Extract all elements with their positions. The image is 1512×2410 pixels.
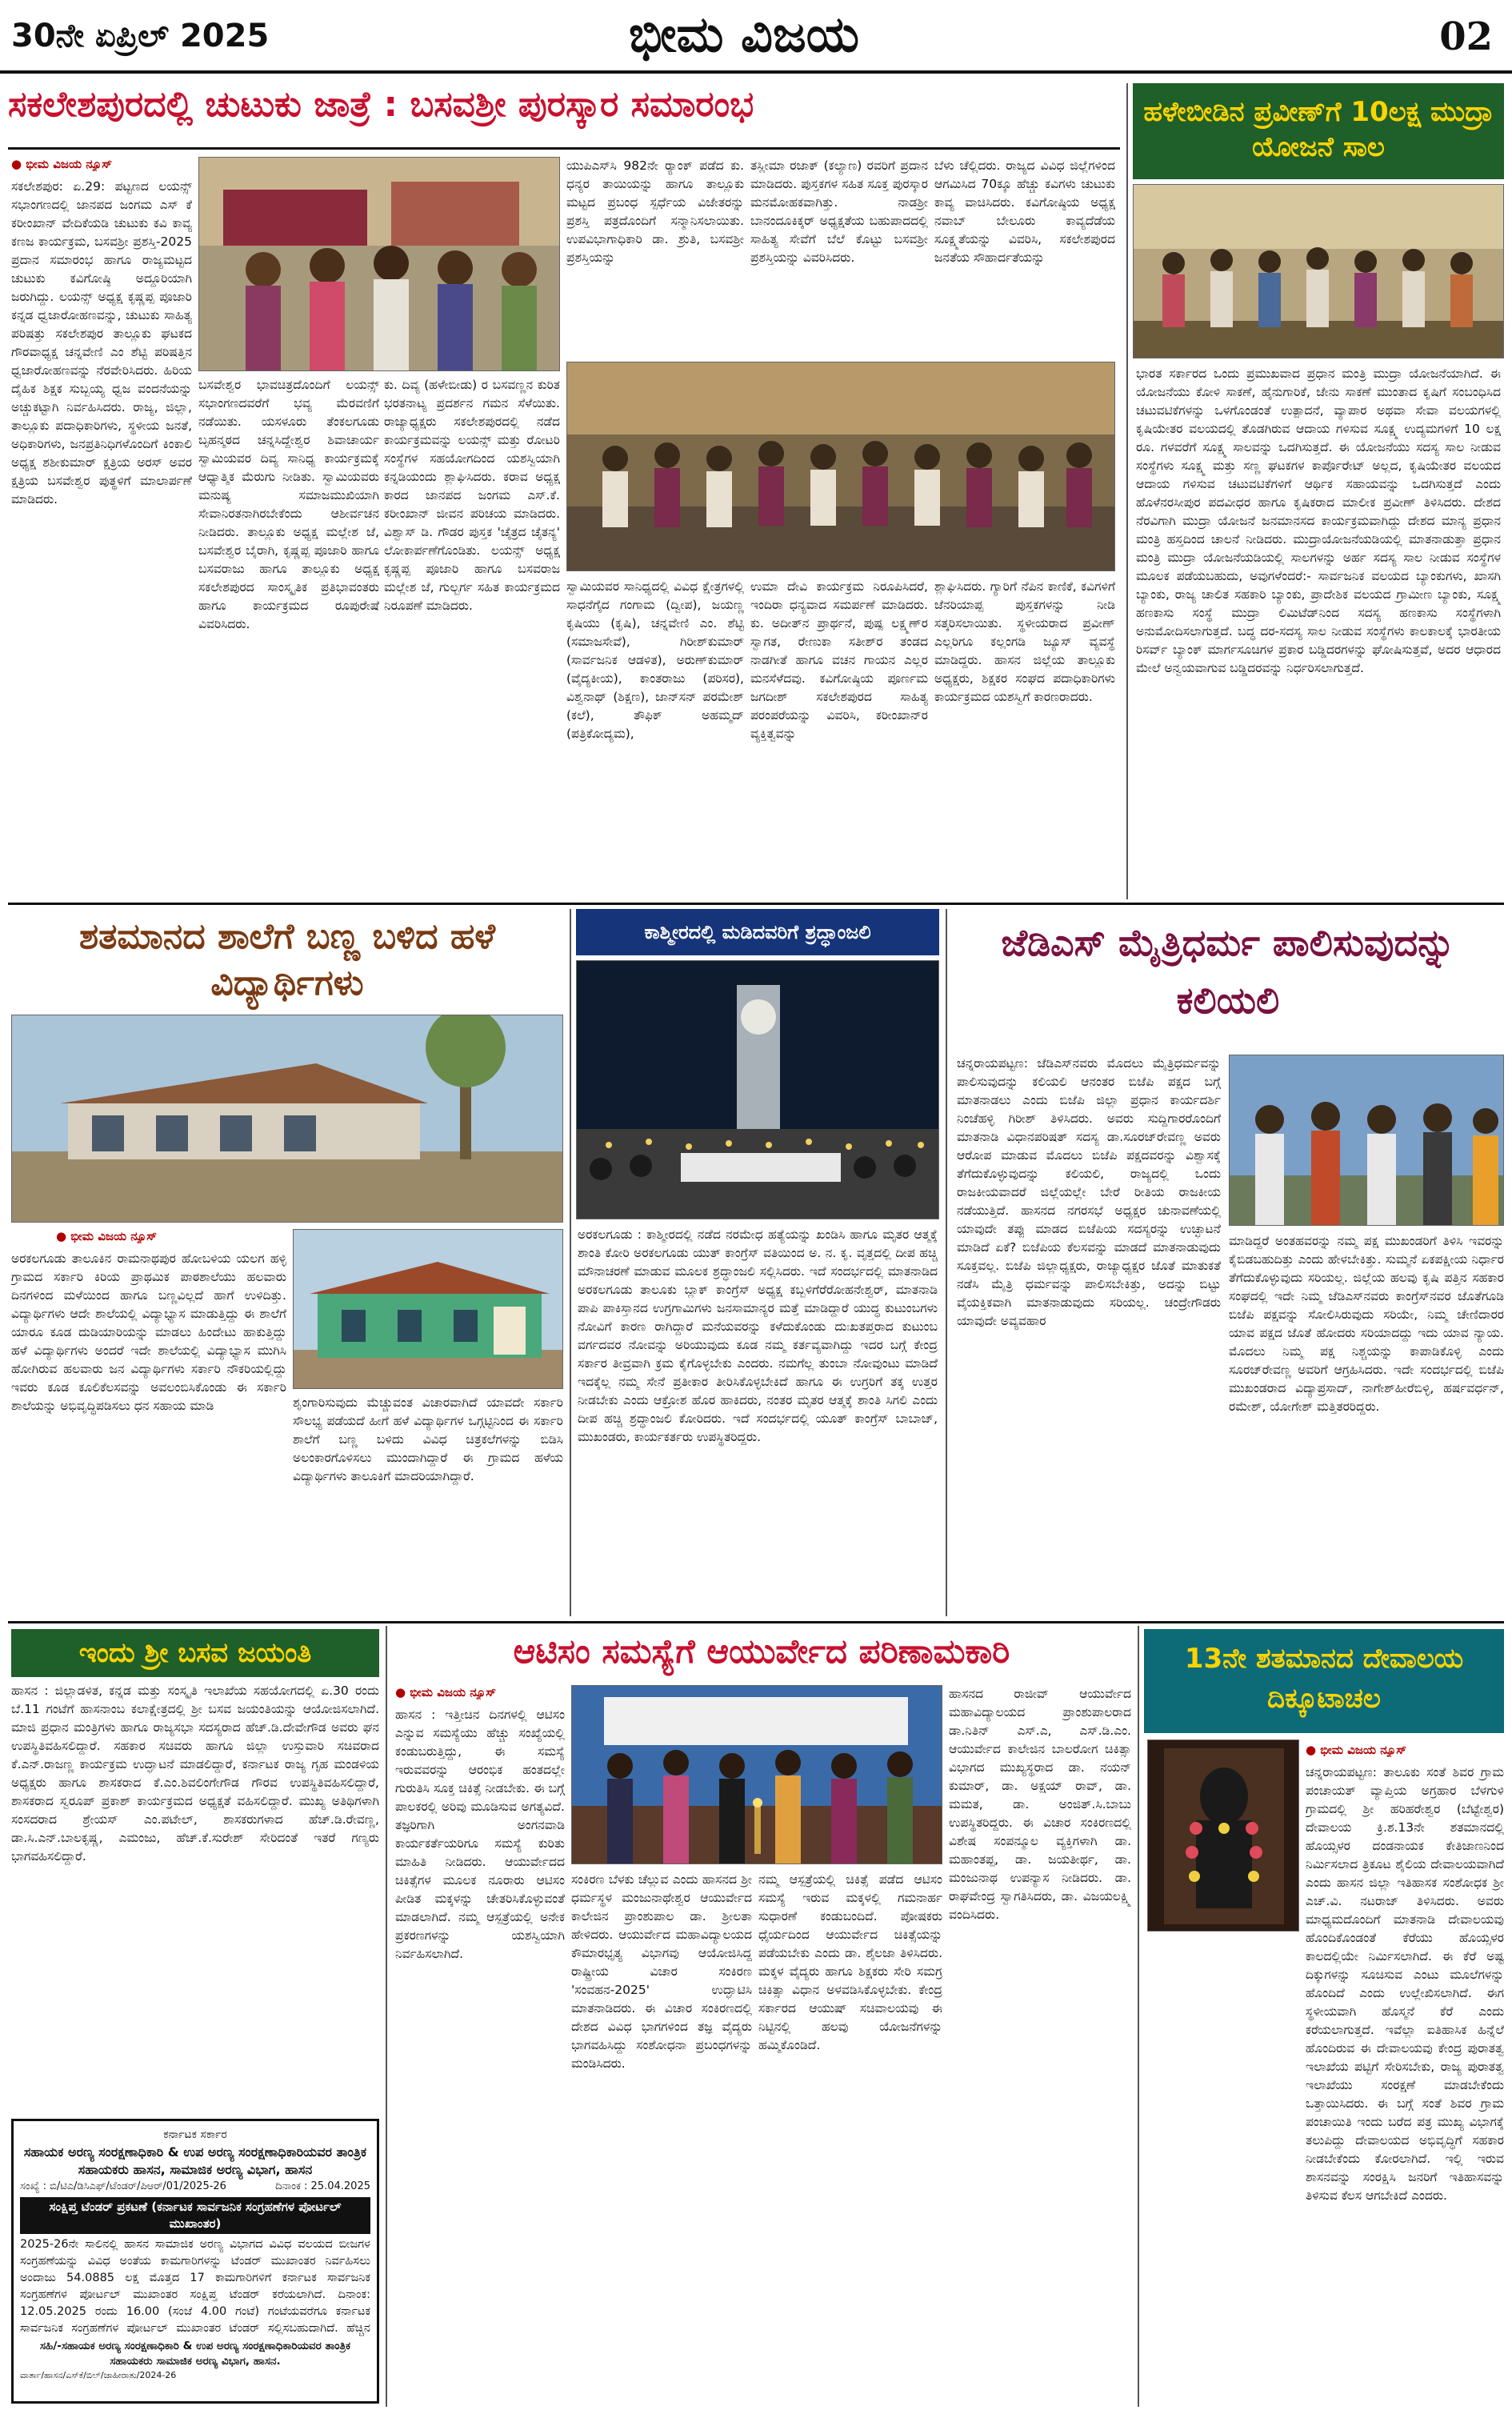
story4-headline-text: ಕಾಶ್ಮೀರದಲ್ಲಿ ಮಡಿದವರಿಗೆ ಶ್ರದ್ಧಾಂಜಲಿ: [644, 921, 871, 943]
story5-headline: ಜೆಡಿಎಸ್ ಮೈತ್ರಿಧರ್ಮ ಪಾಲಿಸುವುದನ್ನು ಕಲಿಯಲಿ: [1001, 921, 1455, 1022]
notice-office: ಸಹಾಯಕ ಅರಣ್ಯ ಸಂರಕ್ಷಣಾಧಿಕಾರಿ & ಉಪ ಅರಣ್ಯ ಸಂರಕ್ಷಣಾಧಿಕಾರಿಯವರ ತಾಂತ್ರಿಕ ಸಹಾಯಕರು ಹಾಸನ, ಸಾಮಾಜಿಕ ಅರಣ್ಯ ವಿಭಾಗ, ಹಾಸನ: [23, 2144, 367, 2177]
story7-byline: ● ಭೀಮ ವಿಜಯ ನ್ಯೂಸ್: [395, 1685, 497, 1699]
story1-photo-award-felicitation: [198, 157, 560, 371]
story2-body: ಭಾರತ ಸರ್ಕಾರದ ಒಂದು ಪ್ರಮುಖವಾದ ಪ್ರಧಾನ ಮಂತ್ರಿ ಮುದ್ರಾ ಯೋಜನೆಯಾಗಿದೆ. ಈ ಯೋಜನೆಯು ಕೋಳಿ ಸಾಕಣೆ, ಹೈನುಗಾರಿಕೆ, ಜೇನು ಸಾಕಣೆ ಮುಂತಾದ ಕೃಷಿಗೆ ಸಂಬಂಧಿಸಿದ ಚಟುವಟಿಕೆಗಳನ್ನು ಒಳಗೊಂಡಂತೆ ಉತ್ಪಾದನೆ, ವ್ಯಾಪಾರ ಅಥವಾ ಸೇವಾ ವಲಯಗಳಲ್ಲಿ ಕೃಷಿಯೇತರ ವಲಯದಲ್ಲಿ ತೊಡಗಿರುವ ಆದಾಯ ಗಳಿಸುವ ಸೂಕ್ಷ್ಮ ಉದ್ಯಮಗಳಿಗೆ 10 ಲಕ್ಷ ರೂ. ಗಳವರೆಗೆ ಸೂಕ್ಷ್ಮ ಸಾಲವನ್ನು ಒದಗಿಸುತ್ತದೆ. ಈ ಯೋಜನೆಯು ಸದಸ್ಯ ಸಾಲ ನೀಡುವ ಸಂಸ್ಥೆಗಳು ಸೂಕ್ಷ್ಮ ಮತ್ತು ಸಣ್ಣ ಘಟಕಗಳ ಕಾರ್ಪೊರೇಟ್ ಅಲ್ಲದ, ಕೃಷಿಯೇತರ ವಲಯದ ಆದಾಯ ಗಳಿಸುವ ಚಟುವಟಿಕೆಗಳಿಗೆ ಆರ್ಥಿಕ ಸಹಾಯವನ್ನು ಒದಗಿಸುತ್ತದೆ ಎಂದು ಹೊಳೆನರಸೀಪುರ ಪದವೀಧರ ಹಾಗೂ ಕೃಷಿಕರಾದ ಮಾಲೀಕ ಪ್ರವೀಣ್ ತಿಳಿಸಿದರು. ದೇಶದ ನೆರವಿಗಾಗಿ ಮುದ್ರಾ ಯೋಜನೆ ಜನಮಾನಸದ ಕಾರ್ಯಕ್ರಮವಾಗಿದ್ದು ದೇಶದ ಮಾನ್ಯ ಪ್ರಧಾನ ಮಂತ್ರಿ ಹಸ್ತದಿಂದ ಚಾಲನೆ ನೀಡಿದರು. ಮುದ್ರಾಯೋಜನೆಯಡಿಯಲ್ಲಿ ಮಾತನಾಡುತ್ತಾ ಪ್ರಧಾನ ಮಂತ್ರಿ ಮುದ್ರಾ ಯೋಜನೆಯಡಿಯಲ್ಲಿ ಸಾಲಗಳನ್ನು ಅರ್ಹ ಸದಸ್ಯ ಸಾಲ ನೀಡುವ ಸಂಸ್ಥೆಗಳ ಮೂಲಕ ಪಡೆಯಬಹುದು, ಅವುಗಳೆಂದರೆ:- ಸಾರ್ವಜನಿಕ ವಲಯದ ಬ್ಯಾಂಕುಗಳು, ಖಾಸಗಿ ಬ್ಯಾಂಕು, ರಾಜ್ಯ ಚಾಲಿತ ಸಹಕಾರಿ ಬ್ಯಾಂಕು, ಪ್ರಾದೇಶಿಕ ವಲಯದ ಗ್ರಾಮೀಣ ಬ್ಯಾಂಕು, ಸೂಕ್ಷ್ಮ ಹಣಕಾಸು ಸಂಸ್ಥೆ ಮುದ್ರಾ ಲಿಮಿಟೆಡ್‌ನಿಂದ ಸದಸ್ಯ ಹಣಕಾಸು ಸಂಸ್ಥೆಗಳಾಗಿ ಅನುಮೋದಿಸಲಾಗುತ್ತದೆ. ಬದ್ಧ ದರ-ಸದಸ್ಯ ಸಾಲ ನೀಡುವ ಸಂಸ್ಥೆಗಳು ಕಾಲಕಾಲಕ್ಕೆ ಭಾರತೀಯ ರಿಸರ್ವ್ ಬ್ಯಾಂಕ್ ಮಾರ್ಗಸೂಚಿಗಳ ಪ್ರಕಾರ ಬಡ್ಡಿದರಗಳನ್ನು ಘೋಷಿಸುತ್ತವೆ, ಅದರ ಆಧಾರದ ಮೇಲೆ ಅನ್ವಯವಾಗುವ ಬಡ್ಡಿದರವನ್ನು ನಿರ್ಧರಿಸಲಾಗುತ್ತದೆ.: [1136, 366, 1501, 675]
story1-column: ಕು. ದಿವ್ಯ (ಹಳೇಬೀಡು) ರ ಬಸವಣ್ಣನ ಕುರಿತ ಭರತನಾಟ್ಯ ಪ್ರದರ್ಶನ ಗಮನ ಸೆಳೆಯಿತು. ರಾಜ್ಯಾಧ್ಯಕ್ಷರು ಸಕಲೇಶಪುರದಲ್ಲಿ ನಡೆದ ಕಾರ್ಯಕ್ರಮವನ್ನು ಲಯನ್ಸ್ ಮತ್ತು ರೋಟರಿ ಸಂಸ್ಥೆಗಳ ಸಹಯೋಗದಿಂದ ಯಶಸ್ವಿಯಾಗಿ ಕನ್ನಡಿಯಂದು ಶ್ಲಾಘಿಸಿದರು. ಕರಾವ ಅಧ್ಯಕ್ಷ ಕಾರದ ಜಾನಪದ ಜಂಗಮ ಎಸ್.ಕೆ. ಕರೀಂಖಾನ್ ಜೀವನ ಪರಿಚಯ ಮಾಡಿದರು. ವಿಶ್ವಾಸ್ ಡಿ. ಗೌಡರ ಪುಸ್ತಕ 'ಚೈತ್ರದ ಚೈತನ್ಯ' ಲೋಕಾರ್ಪಣೆಗೊಂಡಿತು. ಲಯನ್ಸ್ ಅಧ್ಯಕ್ಷ ಕೃಷ್ಣಪ್ಪ ಪೂಜಾರಿ ಹಾಗೂ ಬಸವರಾಜ ಮಲ್ಲೇಶ ಜೆ, ಗುಲ್ಬರ್ಗ ಸಹಿತ ಕಾರ್ಯಕ್ರಮದ ನಿರೂಪಣೆ ಮಾಡಿದರು.: [384, 378, 560, 613]
story2-photo-group: [1133, 184, 1504, 358]
newspaper-logo: ಭೀಮ ವಿಜಯ: [628, 5, 860, 63]
issue-date: 30ನೇ ಏಪ್ರಿಲ್ 2025: [11, 18, 270, 54]
story7-photo-lamp-lighting: [571, 1685, 942, 1864]
story6-body: ಹಾಸನ : ಜಿಲ್ಲಾಡಳಿತ, ಕನ್ನಡ ಮತ್ತು ಸಂಸ್ಕೃತಿ ಇಲಾಖೆಯ ಸಹಯೋಗದಲ್ಲಿ ಏ.30 ರಂದು ಬೆ.11 ಗಂಟೆಗೆ ಹಾಸನಾಂಬ ಕಲಾಕ್ಷೇತ್ರದಲ್ಲಿ ಶ್ರೀ ಬಸವ ಜಯಂತಿಯನ್ನು ಆಯೋಜಿಸಲಾಗಿದೆ. ಮಾಜಿ ಪ್ರಧಾನ ಮಂತ್ರಿಗಳು ಹಾಗೂ ರಾಜ್ಯಸಭಾ ಸದಸ್ಯರಾದ ಹೆಚ್.ಡಿ.ದೇವೇಗೌಡ ಅವರು ಘನ ಉಪಸ್ಥಿತಿವಹಿಸಲಿದ್ದಾರೆ. ಸಹಕಾರ ಸಚಿವರು ಹಾಗೂ ಜಿಲ್ಲಾ ಉಸ್ತುವಾರಿ ಸಚಿವರಾದ ಕೆ.ಎನ್.ರಾಜಣ್ಣ ಕಾರ್ಯಕ್ರಮ ಉದ್ಘಾಟನೆ ಮಾಡಲಿದ್ದಾರೆ, ಕರ್ನಾಟಕ ರಾಜ್ಯ ಗೃಹ ಮಂಡಳಿಯ ಅಧ್ಯಕ್ಷರು ಹಾಗೂ ಶಾಸಕರಾದ ಕೆ.ಎಂ.ಶಿವಲಿಂಗೇಗೌಡ ಗೌರವ ಉಪಸ್ಥಿತಿವಹಿಸಲಿದ್ದಾರೆ, ಶಾಸಕರಾದ ಸ್ವರೂಪ್ ಪ್ರಕಾಶ್ ಕಾರ್ಯಕ್ರಮದ ಅಧ್ಯಕ್ಷತೆ ವಹಿಸಲಿದ್ದಾರೆ. ಮುಖ್ಯ ಅತಿಥಿಗಳಾಗಿ ಸಂಸದರಾದ ಶ್ರೇಯಸ್ ಎಂ.ಪಟೇಲ್, ಶಾಸಕರುಗಳಾದ ಹೆಚ್.ಡಿ.ರೇವಣ್ಣ, ಡಾ.ಸಿ.ಎನ್.ಬಾಲಕೃಷ್ಣ, ಎಮಂಜು, ಹೆಚ್.ಕೆ.ಸುರೇಶ್ ಸೇರಿದಂತೆ ಇತರೆ ಗಣ್ಯರು ಭಾಗವಹಿಸಲಿದ್ದಾರೆ.: [11, 1683, 379, 1864]
story3-photo-old-school: [11, 1015, 563, 1223]
story1-headline: ಸಕಲೇಶಪುರದಲ್ಲಿ ಚುಟುಕು ಜಾತ್ರೆ : ಬಸವಶ್ರೀ ಪುರಸ್ಕಾರ ಸಮಾರಂಭ: [8, 85, 754, 125]
story7-column-d: ಹಾಸನದ ರಾಜೀವ್ ಆಯುರ್ವೇದ ಮಹಾವಿದ್ಯಾಲಯದ ಪ್ರಾಂಶುಪಾಲರಾದ ಡಾ.ನಿತಿನ್ ಎಸ್.ಎ, ಎಸ್.ಡಿ.ಎಂ. ಆಯುರ್ವೇದ ಕಾಲೇಜಿನ ಬಾಲರೋಗ ಚಿಕಿತ್ಸಾ ವಿಭಾಗದ ಮುಖ್ಯಸ್ಥರಾದ ಡಾ. ನಯನ್ ಕುಮಾರ್, ಡಾ. ಅಕ್ಷಯ್ ರಾವ್, ಡಾ. ಮಮತ, ಡಾ. ಅಂಜಿತ್.ಸಿ.ಬಾಬು ಉಪಸ್ಥಿತರಿದ್ದರು. ಈ ವಿಚಾರ ಸಂಕಿರಣದಲ್ಲಿ ವಿಶೇಷ ಸಂಪನ್ಮೂಲ ವ್ಯಕ್ತಿಗಳಾಗಿ ಡಾ. ಮಹಾಂತಪ್ಪ, ಡಾ. ಜಯತೀರ್ಥ, ಡಾ. ಮಂಜುನಾಥ ಉಪನ್ಯಾಸ ನೀಡಿದರು. ಡಾ. ರಾಘವೇಂದ್ರ ಸ್ವಾಗತಿಸಿದರು, ಡಾ. ವಿಜಯಲಕ್ಷ್ಮಿ ವಂದಿಸಿದರು.: [949, 1687, 1131, 1922]
story3-headline: ಶತಮಾನದ ಶಾಲೆಗೆ ಬಣ್ಣ ಬಳಿದ ಹಳೆ ವಿದ್ಯಾರ್ಥಿಗಳು: [79, 916, 495, 1003]
story8-headline: [1144, 1629, 1504, 1733]
story7-headline: ಆಟಿಸಂ ಸಮಸ್ಯೆಗೆ ಆಯುರ್ವೇದ ಪರಿಣಾಮಕಾರಿ: [513, 1632, 1010, 1671]
story2-headline-text: ಹಳೇಬೀಡಿನ ಪ್ರವೀಣ್‌ಗೆ 10ಲಕ್ಷ ಮುದ್ರಾ ಯೋಜನೆ ಸಾಲ: [1143, 96, 1494, 163]
story3-photo-painted-school: [293, 1229, 563, 1389]
story7-column-c: ನಮ್ಮ ಆಸ್ಪತ್ರೆಯಲ್ಲಿ ಚಿಕಿತ್ಸೆ ಪಡೆದ ಆಟಿಸಂ ಸಮಸ್ಯೆ ಇರುವ ಮಕ್ಕಳಲ್ಲಿ ಗಮನಾರ್ಹ ಸುಧಾರಣೆ ಕಂಡುಬಂದಿದೆ. ಪೋಷಕರು ಧೈರ್ಯದಿಂದ ಆಯುರ್ವೇದ ಚಿಕಿತ್ಸೆಯನ್ನು ಪಡೆಯಬೇಕು ಎಂದು ಡಾ. ಶೈಲಜಾ ತಿಳಿಸಿದರು. ಮಕ್ಕಳ ವೈದ್ಯರು ಹಾಗೂ ಶಿಕ್ಷಕರು ಸೇರಿ ಸಮಗ್ರ ಚಿಕಿತ್ಸಾ ವಿಧಾನ ಅಳವಡಿಸಿಕೊಳ್ಳಬೇಕು. ಕೇಂದ್ರ ಸರ್ಕಾರದ ಆಯುಷ್ ಸಚಿವಾಲಯವು ಈ ನಿಟ್ಟಿನಲ್ಲಿ ಹಲವು ಯೋಜನೆಗಳನ್ನು ಹಮ್ಮಿಕೊಂಡಿದೆ.: [758, 1872, 942, 2052]
story5-body-left: ಚನ್ನರಾಯಪಟ್ಟಣ: ಜೆಡಿಎಸ್‌ನವರು ಮೊದಲು ಮೈತ್ರಿಧರ್ಮವನ್ನು ಪಾಲಿಸುವುದನ್ನು ಕಲಿಯಲಿ ಆನಂತರ ಬಿಜೆಪಿ ಪಕ್ಷದ ಬಗ್ಗೆ ಮಾತನಾಡಲು ಎಂದು ಬಿಜೆಪಿ ಜಿಲ್ಲಾ ಪ್ರಧಾನ ಕಾರ್ಯದರ್ಶಿ ನಿಂಚೆಹಳ್ಳಿ ಗಿರೀಶ್ ತಿಳಿಸಿದರು. ಅವರು ಸುದ್ದಿಗಾರರೊಂದಿಗೆ ಮಾತನಾಡಿ ವಿಧಾನಪರಿಷತ್ ಸದಸ್ಯ ಡಾ.ಸೂರಜ್‌ರೇವಣ್ಣ ಅವರು ಆರೋಪ ಮಾಡುವ ಮೊದಲು ಬಿಜೆಪಿ ಪಕ್ಷದವರನ್ನು ವಿಶ್ವಾಸಕ್ಕೆ ತೆಗೆದುಕೊಳ್ಳುವುದನ್ನು ಕಲಿಯಲಿ, ರಾಜ್ಯದಲ್ಲಿ ಒಂದು ರಾಜಕೀಯವಾದರೆ ಜಿಲ್ಲೆಯಲ್ಲೇ ಬೇರೆ ರೀತಿಯ ರಾಜಕೀಯ ನಡೆಯುತ್ತಿದೆ. ಹಾಸನದ ನಗರಸಭೆ ಅಧ್ಯಕ್ಷರ ಚುನಾವಣೆಯಲ್ಲಿ ಯಾವುದೇ ತಪ್ಪು ಮಾಡದ ಬಿಜೆಪಿಯ ಸದಸ್ಯರನ್ನು ಉಚ್ಛಾಟನೆ ಮಾಡಿದೆ ಏಕೆ? ಬಿಜೆಪಿಯ ಕೆಲಸವನ್ನು ಮಾಡದೆ ಮಾತನಾಡುವುದು ಸೂಕ್ತವಲ್ಲ. ಬಿಜೆಪಿ ಜಿಲ್ಲಾಧ್ಯಕ್ಷರು, ರಾಜ್ಯಾಧ್ಯಕ್ಷರ ಜೊತೆ ಮಾತುಕತೆ ನಡೆಸಿ ಮೈತ್ರಿ ಧರ್ಮವನ್ನು ಪಾಲಿಸಬೇಕಿತ್ತು, ಅದನ್ನು ಬಿಟ್ಟು ವೈಯಕ್ತಿಕವಾಗಿ ಮಾತನಾಡುವುದು ಸರಿಯಲ್ಲ. ಚಂದ್ರೇಗೌಡರು ಯಾವುದೇ ಅವ್ಯವಹಾರ: [957, 1056, 1221, 1328]
story3-body: ಅರಕಲಗೂಡು ತಾಲೂಕಿನ ರಾಮನಾಥಪುರ ಹೋಬಳಿಯ ಯಲಗ ಹಳ್ಳಿ ಗ್ರಾಮದ ಸರ್ಕಾರಿ ಕಿರಿಯ ಪ್ರಾಥಮಿಕ ಪಾಠಶಾಲೆಯು ಹಲವಾರು ದಿನಗಳಿಂದ ಮಳೆಯಿಂದ ಹಾಗೂ ಬಣ್ಣವಿಲ್ಲದೆ ಹಾಗೆ ಉಳಿದಿತ್ತು. ವಿದ್ಯಾರ್ಥಿಗಳು ಆದೇ ಶಾಲೆಯಲ್ಲಿ ವಿದ್ಯಾಭ್ಯಾಸ ಮಾಡುತ್ತಿದ್ದು ಈ ಶಾಲೆಗೆ ಯಾರೂ ಕೂಡ ದುಡಿಯಾರಿಯನ್ನು ಮಾಡಲು ಹಿಂದೇಟು ಹಾಕುತ್ತಿದ್ದು ಹಳೆ ವಿದ್ಯಾರ್ಥಿಗಳು ಅಂದರೆ ಇದೇ ಶಾಲೆಯಲ್ಲಿ ವಿದ್ಯಾಭ್ಯಾಸ ಮುಗಿಸಿ ಹೋಗಿರುವ ಹಲವಾರು ಜನ ವಿದ್ಯಾರ್ಥಿಗಳು ಸರ್ಕಾರಿ ನೌಕರಿಯಲ್ಲಿದ್ದು ಇವರು ಕೂಡ ಕೂಲಿಕೆಲಸವನ್ನು ಅವಲಂಬಿಸಿಕೊಂಡು ಈ ಸರ್ಕಾರಿ ಶಾಲೆಯನ್ನು ಅಭಿವೃದ್ಧಿಪಡಿಸಲು ಧನ ಸಹಾಯ ಮಾಡಿ: [11, 1251, 286, 1413]
story4-body: ಅರಕಲಗೂಡು : ಕಾಶ್ಮೀರದಲ್ಲಿ ನಡೆದ ನರಮೇಧ ಹತ್ಯೆಯನ್ನು ಖಂಡಿಸಿ ಹಾಗೂ ಮೃತರ ಆತ್ಮಕ್ಕೆ ಶಾಂತಿ ಕೋರಿ ಅರಕಲಗೂಡು ಯುತ್ ಕಾಂಗ್ರೆಸ್ ವತಿಯಿಂದ ಅ. ನ. ಕೃ. ವೃತ್ತದಲ್ಲಿ ದೀಪ ಹಚ್ಚಿ ಮೌನಾಚರಣೆ ಮಾಡುವ ಮೂಲಕ ಶ್ರದ್ಧಾಂಜಲಿ ಸಲ್ಲಿಸಿದರು. ಇದೆ ಸಂದರ್ಭದಲ್ಲಿ ಮಾತನಾಡಿದ ಅರಕಲಗೂಡು ತಾಲೂಕು ಬ್ಲಾಕ್ ಕಾಂಗ್ರೆಸ್ ಅಧ್ಯಕ್ಷ ಕಬ್ಬಳಿಗೆರೆರೋಹನೇಶ್ವರ್, ಮಾತನಾಡಿ ಪಾಪಿ ಪಾಕಿಸ್ತಾನದ ಉಗ್ರಗಾಮಿಗಳು ಜನಸಾಮಾನ್ಯರ ಮತ್ತೆ ಮಾಡಿದ್ದಾರೆ ಯುದ್ಧ ಕುಟುಂಬಗಳು ನೋವಿಗೆ ಕಾರಣ ರಾಗಿದ್ದಾರೆ ಮನೆಯವರನ್ನು ಕಳೆದುಕೊಂಡು ದುಃಖತಪ್ತರಾದ ಕುಟುಂಬ ವರ್ಗದವರ ನೋವನ್ನು ಅರಿಯುವುದು ಕೂಡ ನಮ್ಮ ಕರ್ತವ್ಯವಾಗಿದ್ದು ಇದರ ಬಗ್ಗೆ ಕೇಂದ್ರ ಸರ್ಕಾರ ತೀವ್ರವಾಗಿ ಕ್ರಮ ಕೈಗೊಳ್ಳಬೇಕು ಎಂದರು. ನಮಗೆಲ್ಲ ತುಂಬಾ ನೋವುಂಟು ಮಾಡಿದೆ ಇದಕ್ಕೆಲ್ಲ ನಮ್ಮ ಸೇನೆ ಪ್ರತೀಕಾರ ತೀರಿಸಿಕೊಳ್ಳಬೇಕಿದೆ ಹಾಗೂ ಈ ಉಗ್ರರಿಗೆ ತಕ್ಕ ಉತ್ತರ ನೀಡಬೇಕು ಎಂದು ಆಕ್ರೋಶ ಹೊರ ಹಾಕಿದರು, ನಂತರ ಮೃತರ ಆತ್ಮಕ್ಕೆ ಶಾಂತಿ ಸಿಗಲಿ ಎಂದು ದೀಪ ಹಚ್ಚಿ ಶ್ರದ್ಧಾಂಜಲಿ ಕೋರಿದರು. ಇದೆ ಸಂದರ್ಭದಲ್ಲಿ ಯೂತ್ ಕಾಂಗ್ರೆಸ್ ಬಾಬಾಜ್, ಮುಖಂಡರು, ಕಾರ್ಯಕರ್ತರು ಉಪಸ್ಥಿತರಿದ್ದರು.: [578, 1227, 938, 1444]
notice-body: 2025-26ನೇ ಸಾಲಿನಲ್ಲಿ ಹಾಸನ ಸಾಮಾಜಿಕ ಅರಣ್ಯ ವಿಭಾಗದ ವಿವಿಧ ವಲಯದ ಬೀಜಗಳ ಸಂಗ್ರಹಣೆಯನ್ನು ವಿವಿಧ ಅಂತೆಯ ಕಾಮಗಾರಿಗಳನ್ನು ಟೆಂಡರ್ ಮುಖಾಂತರ ನಿರ್ವಹಿಸಲು ಅಂದಾಜು 54.0885 ಲಕ್ಷ ಮೊತ್ತದ 17 ಕಾಮಗಾರಿಗಳಿಗೆ ಕರ್ನಾಟಕ ಸಾರ್ವಜನಿಕ ಸಂಗ್ರಹಣೆಗಳ ಪೋರ್ಟಲ್ ಮುಖಾಂತರ ಸಂಕ್ಷಿಪ್ತ ಟೆಂಡರ್ ಕರೆಯಲಾಗಿದೆ. ದಿನಾಂಕ: 12.05.2025 ರಂದು 16.00 (ಸಂಜೆ 4.00 ಗಂಟೆ) ಗಂಟೆಯವರೆಗೂ ಕರ್ನಾಟಕ ಸಾರ್ವಜನಿಕ ಸಂಗ್ರಹಣೆಗಳ ಪೋರ್ಟಲ್ ಮುಖಾಂತರ ಟೆಂಡರ್ ಸಲ್ಲಿಸಬಹುದಾಗಿದೆ. ಹೆಚ್ಚಿನ: [20, 2238, 370, 2335]
story5-body-right: ಮಾಡಿದ್ದರೆ ಅಂತಹವರನ್ನು ನಮ್ಮ ಪಕ್ಷ ಮುಖಂಡರಿಗೆ ತಿಳಿಸಿ ಇವರನ್ನು ಕೈಬಿಡಬಹುದಿತ್ತು ಎಂದು ಹೇಳಬೇಕಿತ್ತು. ಸುಮ್ಮನೆ ಏಕಪಕ್ಷೀಯ ನಿರ್ಧಾರ ತೆಗೆದುಕೊಳ್ಳುವುದು ಸರಿಯಲ್ಲ. ಜಿಲ್ಲೆಯ ಹಲವು ಕೃಷಿ ಪತ್ತಿನ ಸಹಕಾರ ಸಂಘದಲ್ಲಿ ಇದೇ ನಿಮ್ಮ ಜೆಡಿಎಸ್‌ನವರು ಕಾಂಗ್ರೆಸ್‌ನವರ ಜೊತೆಗೂಡಿ ಬಿಜೆಪಿ ಪಕ್ಷವನ್ನು ಸೋಲಿಸಿರುವುದು ಸರಿಯೇ, ನಿಮ್ಮ ಚೇಣಿದಾರರ ಯಾವ ಪಕ್ಷದ ಜೊತೆ ಹೋದರು ಸರಿಯಾದದ್ದು ಇದು ಯಾವ ನ್ಯಾಯ. ಮೊದಲು ನಿಮ್ಮ ಪಕ್ಷ ನಿಶ್ಚಯನ್ನು ಕಾಪಾಡಿಕೊಳ್ಳಿ ಎಂದು ಸೂರಜ್‌ರೇವಣ್ಣ ಅವರಿಗೆ ಆಗ್ರಹಿಸಿದರು. ಇದೇ ಸಂದರ್ಭದಲ್ಲಿ ಬಿಜೆಪಿ ಮುಖಂಡರಾದ ವಿದ್ಯಾಪ್ರಸಾದ್, ನಾಗೇಶ್‌ಹೀರೆಬಿಳ್ಳಿ, ಹರ್ಷವರ್ಧನ್, ರಮೇಶ್, ಯೋಗೇಶ್ ಮತ್ತಿತರರಿದ್ದರು.: [1229, 1234, 1504, 1414]
story6-headline: [11, 1629, 379, 1677]
divider: [1126, 83, 1128, 899]
notice-govt-line: ಕರ್ನಾಟಕ ಸರ್ಕಾರ: [163, 2128, 227, 2141]
page-number: 02: [1439, 14, 1493, 59]
story8-headline-text: 13ನೇ ಶತಮಾನದ ದೇವಾಲಯ ದಿಕ್ಕೂಟಾಚಲ: [1184, 1643, 1464, 1715]
story3-byline: ● ಭೀಮ ವಿಜಯ ನ್ಯೂಸ್: [56, 1229, 158, 1243]
story1-photo-group-stage: [566, 362, 1115, 571]
story5-photo-leaders: [1229, 1055, 1504, 1226]
story1-column: ಉಮಾ ದೇವಿ ಕಾರ್ಯಕ್ರಮ ನಿರೂಪಿಸಿದರೆ, ಇಂದಿರಾ ಧನ್ಯವಾದ ಸಮರ್ಪಣೆ ಮಾಡಿದರು. ಕು. ಅದೀತ್‌ನ ಪ್ರಾರ್ಥನೆ, ಪುಷ್ಪ ಲಕ್ಷ್ಮಣ್‌ರ ಸ್ವಾಗತ, ರೇಣುಕಾ ಸತೀಶ್‌ರ ತಂಡದ ನಾಡಗೀತೆ ಹಾಗೂ ವಚನ ಗಾಯನ ಎಲ್ಲರ ಮನಸೆಳೆದವು. ಕವಿಗೋಷ್ಠಿಯ ಪೂರ್ಣಮ ಜಗದೀಶ್ ಸಕಲೇಶಪುರದ ಸಾಹಿತ್ಯ ಪರಂಪರೆಯನ್ನು ವಿವರಿಸಿ, ಕರೀಂಖಾನ್‌ರ ವ್ಯಕ್ತಿತ್ವವನ್ನು: [750, 579, 928, 741]
story1-column: ಯುಪಿಎಸ್‌ಸಿ 982ನೇ ರ್‍ಯಾಂಕ್ ಪಡೆದ ಕು. ಧನ್ಯರ ತಾಯಿಯನ್ನು ಹಾಗೂ ತಾಲ್ಲೂಕು ಮಟ್ಟದ ಪ್ರಬಂಧ ಸ್ಪರ್ಧೆಯ ವಿಜೇತರನ್ನು ಪ್ರಶಸ್ತಿ ಪತ್ರದೊಂದಿಗೆ ಸನ್ಮಾನಿಸಲಾಯಿತು. ಉಪವಿಭಾಗಾಧಿಕಾರಿ ಡಾ. ಶ್ರುತಿ, ಬಸವಶ್ರೀ ಪ್ರಶಸ್ತಿಯನ್ನು: [566, 158, 744, 265]
story3-caption: ಶೃಂಗಾರಿಸುವುದು ಮೆಚ್ಚುವಂತ ವಿಚಾರವಾಗಿದೆ ಯಾವದೇ ಸರ್ಕಾರಿ ಸೌಲಭ್ಯ ಪಡೆಯದೆ ಹೀಗೆ ಹಳೆ ವಿದ್ಯಾರ್ಥಿಗಳ ಒಗ್ಗಟ್ಟಿನಿಂದ ಈ ಸರ್ಕಾರಿ ಶಾಲೆಗೆ ಬಣ್ಣ ಬಳಿದು ವಿವಿಧ ಚಿತ್ರಕಲೆಗಳನ್ನು ಬಿಡಿಸಿ ಅಲಂಕಾರಗೊಳಿಸಲು ಮುಂದಾಗಿದ್ದಾರೆ ಈ ಗ್ರಾಮದ ಹಳೆಯ ವಿದ್ಯಾರ್ಥಿಗಳು ತಾಲೂಕಿಗೆ ಮಾದರಿಯಾಗಿದ್ದಾರೆ.: [293, 1395, 563, 1483]
divider: [570, 909, 571, 1616]
notice-signature: ಸಹಿ/-ಸಹಾಯಕ ಅರಣ್ಯ ಸಂರಕ್ಷಣಾಧಿಕಾರಿ & ಉಪ ಅರಣ್ಯ ಸಂರಕ್ಷಣಾಧಿಕಾರಿಯವರ ತಾಂತ್ರಿಕ ಸಹಾಯಕರು ಸಾಮಾಜಿಕ ಅರಣ್ಯ ವಿಭಾಗ, ಹಾಸನ.: [39, 2340, 351, 2368]
tender-notice: [11, 2119, 379, 2404]
notice-reference: ಸಂಖ್ಯೆ : ಬಿ/ಟಿಎ/ಡಿಸಿಎಫ್/ಟೆಂಡರ್/ಪಿಆರ್/01/2025-26: [20, 2180, 226, 2192]
divider: [8, 147, 1120, 150]
story8-byline: ● ಭೀಮ ವಿಜಯ ನ್ಯೂಸ್: [1306, 1743, 1407, 1757]
story4-headline: [576, 909, 939, 955]
divider: [8, 1621, 1504, 1623]
divider: [946, 909, 947, 1616]
divider: [386, 1626, 387, 2407]
notice-footer: ವಾರ್ತಾ/ಹಾಸನ/ಎಸ್‌ಕೆ/ಬಿಲ್/ಜಾಹೀರಾತು/2024-26: [20, 2370, 177, 2380]
story1-column: ತಸ್ಲೀಮಾ ರಜಾಕ್ (ಕಲ್ಯಾಣ) ರವರಿಗೆ ಪ್ರದಾನ ಮಾಡಿದರು. ಪುಸ್ತಕಗಳ ಸಹಿತ ಸೂಕ್ತ ಪುರಸ್ಕಾರ ಮನಮೋಹಕವಾಗಿತ್ತು. ನಾಡಶ್ರೀ ಬಾನಂದೂಕಿಕ್ಕರ್ ಅಧ್ಯಕ್ಷತೆಯ ಬಹುಪಾದದಲ್ಲಿ ಸಾಹಿತ್ಯ ಸೇವೆಗೆ ಬೆಲೆ ಕೊಟ್ಟು ಬಸವಶ್ರೀ ಪ್ರಶಸ್ತಿಯನ್ನು ವಿವರಿಸಿದರು.: [750, 158, 928, 265]
story8-body: ಚನ್ನರಾಯಪಟ್ಟಣ: ತಾಲೂಕು ಸಂತೆ ಶಿವರ ಗ್ರಾಮ ಪಂಚಾಯತ್ ವ್ಯಾಪ್ತಿಯ ಅಗ್ರಹಾರ ಬೆಳಗುಳಿ ಗ್ರಾಮದಲ್ಲಿ ಶ್ರೀ ಹರಿಹರೇಶ್ವರ (ಬೆಟ್ಟೇಶ್ವರ) ದೇವಾಲಯ ಕ್ರಿ.ಶ.13ನೇ ಶತಮಾನದಲ್ಲಿ ಹೊಯ್ಸಳರ ದಂಡನಾಯಕ ಕೇತಿಜಾಣನಿಂದ ನಿರ್ಮಿಸಲಾದ ತ್ರಿಕೂಟ ಶೈಲಿಯ ದೇವಾಲಯವಾಗಿದೆ ಎಂದು ಹಾಸನ ಜಿಲ್ಲಾ ಇತಿಹಾಸಕ ಸಂಶೋಧಕ ಶ್ರೀ ಎಚ್.ವಿ. ನಟರಾಜ್ ತಿಳಿಸಿದರು. ಅವರು ಮಾಧ್ಯಮದೊಂದಿಗೆ ಮಾತನಾಡಿ ದೇವಾಲಯವು ಹೊಂದಿಕೊಂಡಂತೆ ಕೆರೆಯು ಹೊಯ್ಸಳರ ಕಾಲದಲ್ಲಿಯೇ ನಿರ್ಮಿಸಲಾಗಿದೆ. ಈ ಕೆರೆ ಅಷ್ಟ ದಿಕ್ಕುಗಳನ್ನು ಸೂಚಿಸುವ ಎಂಟು ಮೂಲೆಗಳನ್ನು ಹೊಂದಿದೆ ಎಂದು ಉಲ್ಲೇಖಿಸಲಾಗಿದೆ. ಈಗ ಸ್ಥಳೀಯವಾಗಿ ಹೊಸ್ಮನೆ ಕೆರೆ ಎಂದು ಕರೆಯಲಾಗುತ್ತದೆ. ಇವೆಲ್ಲಾ ಐತಿಹಾಸಿಕ ಹಿನ್ನೆಲೆ ಹೊಂದಿರುವ ಈ ದೇವಾಲಯವು ಕೇಂದ್ರ ಪುರಾತತ್ವ ಇಲಾಖೆಯ ಪಟ್ಟಿಗೆ ಸೇರಿಸಬೇಕು, ರಾಜ್ಯ ಪುರಾತತ್ವ ಇಲಾಖೆಯು ಸಂರಕ್ಷಣೆ ಮಾಡಬೇಕೆಂದು ಒತ್ತಾಯಿಸಿದರು. ಈ ಬಗ್ಗೆ ಸಂತೆ ಶಿವರ ಗ್ರಾಮ ಪಂಚಾಯಿತಿ ಇಂದು ಬರೆದ ಪತ್ರ ಮುಖ್ಯ ವಿಭಾಗಕ್ಕೆ ತಲುಪಿದ್ದು ದೇವಾಲಯದ ಅಭಿವೃದ್ಧಿಗೆ ಸಹಕಾರ ನೀಡಬೇಕೆಂದು ಕೋರಲಾಗಿದೆ. ಇಲ್ಲಿ ಇರುವ ಶಾಸನವನ್ನು ಸಂರಕ್ಷಿಸಿ ಜನರಿಗೆ ಇತಿಹಾಸವನ್ನು ತಿಳಿಸುವ ಕೆಲಸ ಆಗಬೇಕಿದೆ ಎಂದರು.: [1306, 1765, 1504, 2203]
story6-headline-text: ಇಂದು ಶ್ರೀ ಬಸವ ಜಯಂತಿ: [78, 1637, 312, 1669]
divider: [8, 903, 1504, 905]
notice-title: ಸಂಕ್ಷಿಪ್ತ ಟೆಂಡರ್ ಪ್ರಕಟಣೆ (ಕರ್ನಾಟಕ ಸಾರ್ವಜನಿಕ ಸಂಗ್ರಹಣೆಗಳ ಪೋರ್ಟಲ್ ಮುಖಾಂತರ): [20, 2197, 370, 2234]
story1-column: ಶ್ಲಾಘಿಸಿದರು. ಗ್ಯಾರಿಗೆ ನೆಪಿನ ಕಾಣಿಕೆ, ಕವಿಗಳಿಗೆ ಜೆನರಿಯಾಪ್ಪ ಪುಸ್ತಕಗಳನ್ನು ನೀಡಿ ಸತ್ಕರಿಸಲಾಯಿತು. ಸ್ಥಳೀಯರಾದ ಪ್ರವೀಣ್ ಎಲ್ಲರಿಗೂ ಕಲ್ಲಂಗಡಿ ಜ್ಯೂಸ್ ವ್ಯವಸ್ಥೆ ಮಾಡಿದ್ದರು. ಹಾಸನ ಜಿಲ್ಲೆಯ ತಾಲ್ಲೂಕು ಅಧ್ಯಕ್ಷರು, ಶಿಕ್ಷಕರ ಸಂಘದ ಪದಾಧಿಕಾರಿಗಳು ಕಾರ್ಯಕ್ರಮದ ಯಶಸ್ವಿಗೆ ಕಾರಣರಾದರು.: [934, 579, 1115, 704]
story1-column: ಸಕಲೇಶಪುರ: ಏ.29: ಪಟ್ಟಣದ ಲಯನ್ಸ್ ಸಭಾಂಗಣದಲ್ಲಿ ಜಾನಪದ ಜಂಗಮ ಎಸ್ ಕೆ ಕರೀಂಖಾನ್ ವೇದಿಕೆಯಡಿ ಚುಟುಕು ಕವಿ ಕಾವ್ಯ ಕಣಜ ಕಾರ್ಯಕ್ರಮ, ಬಸವಶ್ರೀ ಪ್ರಶಸ್ತಿ-2025 ಪ್ರದಾನ ಸಮಾರಂಭ ಹಾಗೂ ರಾಜ್ಯಮಟ್ಟದ ಚುಟುಕು ಕವಿಗೋಷ್ಠಿ ಅದ್ದೂರಿಯಾಗಿ ಜರುಗಿದ್ದು. ಲಯನ್ಸ್ ಅಧ್ಯಕ್ಷ ಕೃಷ್ಣಪ್ಪ ಪೂಜಾರಿ ಕನ್ನಡ ಧ್ವಜಾರೋಹಣವನ್ನು, ಚುಟುಕು ಸಾಹಿತ್ಯ ಪರಿಷತ್ತು ಸಕಲೇಶಪುರ ತಾಲ್ಲೂಕು ಘಟಕದ ಗೌರವಾಧ್ಯಕ್ಷ ಚನ್ನವೇಣಿ ಎಂ ಶೆಟ್ಟಿ ಪರಿಷತ್ತಿನ ಧ್ವಜಾರೋಹಣವನ್ನು ನೆರವೇರಿಸಿದರು. ಹಿರಿಯ ದೈಹಿಕ ಶಿಕ್ಷಕ ಸುಬ್ಬಯ್ಯ ಧ್ವಜ ವಂದನೆಯನ್ನು ಅಚ್ಚುಕಟ್ಟಾಗಿ ನಿರ್ವಹಿಸಿದರು. ರಾಜ್ಯ, ಜಿಲ್ಲಾ, ತಾಲ್ಲೂಕು ಪದಾಧಿಕಾರಿಗಳು, ಸ್ಥಳೀಯ ಜನತೆ, ಅಧಿಕಾರಿಗಳು, ಜನಪ್ರತಿನಿಧಿಗಳೊಂದಿಗೆ ಕಿಂಕಾಲಿ ಅಧ್ಯಕ್ಷ ಶಶೀಕುಮಾರ್ ಕ್ಷತ್ರಿಯ ಅರಸ್ ಅವರ ಕ್ಷತ್ರಿಯ ಬಸವೇಶ್ವರ ಪುತ್ಥಳಿಗೆ ಮಾಲಾರ್ಪಣೆ ಮಾಡಿದರು.: [11, 179, 192, 506]
story4-photo-candle-vigil: [576, 960, 939, 1219]
story7-column-b: ಸಂಕಿರಣ ಬೆಳಕು ಚೆಲ್ಲುವ ಎಂದು ಹಾಸನದ ಶ್ರೀ ಧರ್ಮಸ್ಥಳ ಮಂಜುನಾಥೇಶ್ವರ ಆಯುರ್ವೇದ ಕಾಲೇಜಿನ ಪ್ರಾಂಶುಪಾಲ ಡಾ. ಶ್ರೀಲತಾ ಹೇಳಿದರು. ಆಯುರ್ವೇದ ಮಹಾವಿದ್ಯಾಲಯದ ಕೌಮಾರಭೃತ್ಯ ವಿಭಾಗವು ಆಯೋಜಿಸಿದ್ದ ರಾಷ್ಟ್ರೀಯ ವಿಚಾರ ಸಂಕಿರಣ 'ಸಂವಹನ-2025' ಉದ್ಘಾಟಿಸಿ ಮಾತನಾಡಿದರು. ಈ ವಿಚಾರ ಸಂಕಿರಣದಲ್ಲಿ ದೇಶದ ವಿವಿಧ ಭಾಗಗಳಿಂದ ತಜ್ಞ ವೈದ್ಯರು ಭಾಗವಹಿಸಿದ್ದು ಸಂಶೋಧನಾ ಪ್ರಬಂಧಗಳನ್ನು ಮಂಡಿಸಿದರು.: [571, 1872, 752, 2071]
story7-column-a: ಹಾಸನ : ಇತ್ತೀಚಿನ ದಿನಗಳಲ್ಲಿ ಆಟಿಸಂ ಎನ್ನುವ ಸಮಸ್ಯೆಯು ಹೆಚ್ಚು ಸಂಖ್ಯೆಯಲ್ಲಿ ಕಂಡುಬರುತ್ತಿದ್ದು, ಈ ಸಮಸ್ಯೆ ಇರುವವರನ್ನು ಆರಂಭಿಕ ಹಂತದಲ್ಲೇ ಗುರುತಿಸಿ ಸೂಕ್ತ ಚಿಕಿತ್ಸೆ ನೀಡಬೇಕು. ಈ ಬಗ್ಗೆ ಪಾಲಕರಲ್ಲಿ ಅರಿವು ಮೂಡಿಸುವ ಅಗತ್ಯವಿದೆ. ತಜ್ಞರಿಗಾಗಿ ಅಂಗನವಾಡಿ ಕಾರ್ಯಕರ್ತೆಯರಿಗೂ ಸಮಸ್ಯೆ ಕುರಿತು ಮಾಹಿತಿ ನೀಡಿದರು. ಆಯುರ್ವೇದದ ಚಿಕಿತ್ಸೆಗಳ ಮೂಲಕ ನೂರಾರು ಆಟಿಸಂ ಪೀಡಿತ ಮಕ್ಕಳನ್ನು ಚೇತರಿಸಿಕೊಳ್ಳುವಂತೆ ಮಾಡಲಾಗಿದೆ. ನಮ್ಮ ಆಸ್ಪತ್ರೆಯಲ್ಲಿ ಅನೇಕ ಪ್ರಕರಣಗಳನ್ನು ಯಶಸ್ವಿಯಾಗಿ ನಿರ್ವಹಿಸಲಾಗಿದೆ.: [395, 1707, 565, 1961]
masthead: [0, 0, 1512, 74]
story1-column: ಬೆಳು ಚೆಲ್ಲಿದರು. ರಾಜ್ಯದ ವಿವಿಧ ಜಿಲ್ಲೆಗಳಿಂದ ಆಗಮಿಸಿದ 70ಕ್ಕೂ ಹೆಚ್ಚು ಕವಿಗಳು ಚುಟುಕು ಕಾವ್ಯ ವಾಚಿಸಿದರು. ಕವಿಗೋಷ್ಠಿಯ ಅಧ್ಯಕ್ಷ ನವಾಬ್ ಬೇಲೂರು ಕಾವ್ಯದೆಡೆಯ ಸೂಕ್ಷ್ಮತೆಯನ್ನು ವಿವರಿಸಿ, ಸಕಲೇಶಪುರದ ಜನತೆಯ ಸೌಹಾರ್ದತೆಯನ್ನು: [934, 158, 1115, 265]
story1-column: ಸ್ವಾಮಿಯವರ ಸಾನಿಧ್ಯದಲ್ಲಿ ವಿವಿಧ ಕ್ಷೇತ್ರಗಳಲ್ಲಿ ಸಾಧನೆಗೈದ ಗಂಗಾಮ (ದ್ವೀಪ), ಜಯಣ್ಣ ಕೃಷಿಯು (ಕೃಷಿ), ಚನ್ನವೇಣಿ ಎಂ. ಶೆಟ್ಟಿ (ಸಮಾಜಸೇವೆ), ಗಿರೀಶ್‌ಕುಮಾರ್ (ಸಾರ್ವಜನಿಕ ಆಡಳಿತ), ಅರುಣ್‌ಕುಮಾರ್ (ವೈದ್ಯಕೀಯ), ಕಾಂತರಾಜು (ಪರಿಸರ), ವಿಶ್ವನಾಥ್ (ಶಿಕ್ಷಣ), ಜಾನ್‌ಸನ್ ಪರಮೇಶ್ (ಕಲೆ), ತೌಫಿಕ್ ಅಹಮ್ಮದ್ (ಪತ್ರಿಕೋದ್ಯಮ),: [566, 579, 744, 741]
story8-photo-temple-idol: [1147, 1739, 1299, 1932]
divider: [1138, 1626, 1139, 2407]
notice-date: ದಿನಾಂಕ : 25.04.2025: [275, 2180, 370, 2192]
story2-headline: [1133, 83, 1504, 179]
story1-column: ಬಸವೇಶ್ವರ ಭಾವಚಿತ್ರದೊಂದಿಗೆ ಲಯನ್ಸ್ ಸಭಾಂಗಣದವರೆಗೆ ಭವ್ಯ ಮೆರವಣಿಗೆ ನಡೆಯಿತು. ಯಸಳೂರು ತೆಂಕಲಗೂಡು ಬೃಹನ್ಮಠದ ಚನ್ನಸಿದ್ದೇಶ್ವರ ಶಿವಾಚಾರ್ಯ ಸ್ವಾಮಿಯವರ ದಿವ್ಯ ಸಾನಿಧ್ಯ ಕಾರ್ಯಕ್ರಮಕ್ಕೆ ಆಧ್ಯಾತ್ಮಿಕ ಮೆರುಗು ನೀಡಿತು. ಸ್ವಾಮಿಯವರು ಮನುಷ್ಯ ಸಮಾಜಮುಖಿಯಾಗಿ ಸೇವಾನಿರತನಾಗಿರಬೇಕೆಂದು ಆಶೀರ್ವಚನ ನೀಡಿದರು. ತಾಲ್ಲೂಕು ಅಧ್ಯಕ್ಷ ಮಲ್ಲೇಶ ಜೆ, ಬಸವೇಶ್ವರ ಬೈರಾಗಿ, ಕೃಷ್ಣಪ್ಪ ಪೂಜಾರಿ ಹಾಗೂ ಬಸವರಾಜು ಹಾಗೂ ತಾಲ್ಲೂಕು ಅಧ್ಯಕ್ಷ ಸಕಲೇಶಪುರದ ಸಾಂಸ್ಕೃತಿಕ ಪ್ರತಿಭಾವಂತರು ಹಾಗೂ ಕಾರ್ಯಕ್ರಮದ ರೂಪುರೇಷೆ ವಿವರಿಸಿದರು.: [198, 378, 379, 631]
story1-byline: ● ಭೀಮ ವಿಜಯ ನ್ಯೂಸ್: [11, 157, 113, 171]
